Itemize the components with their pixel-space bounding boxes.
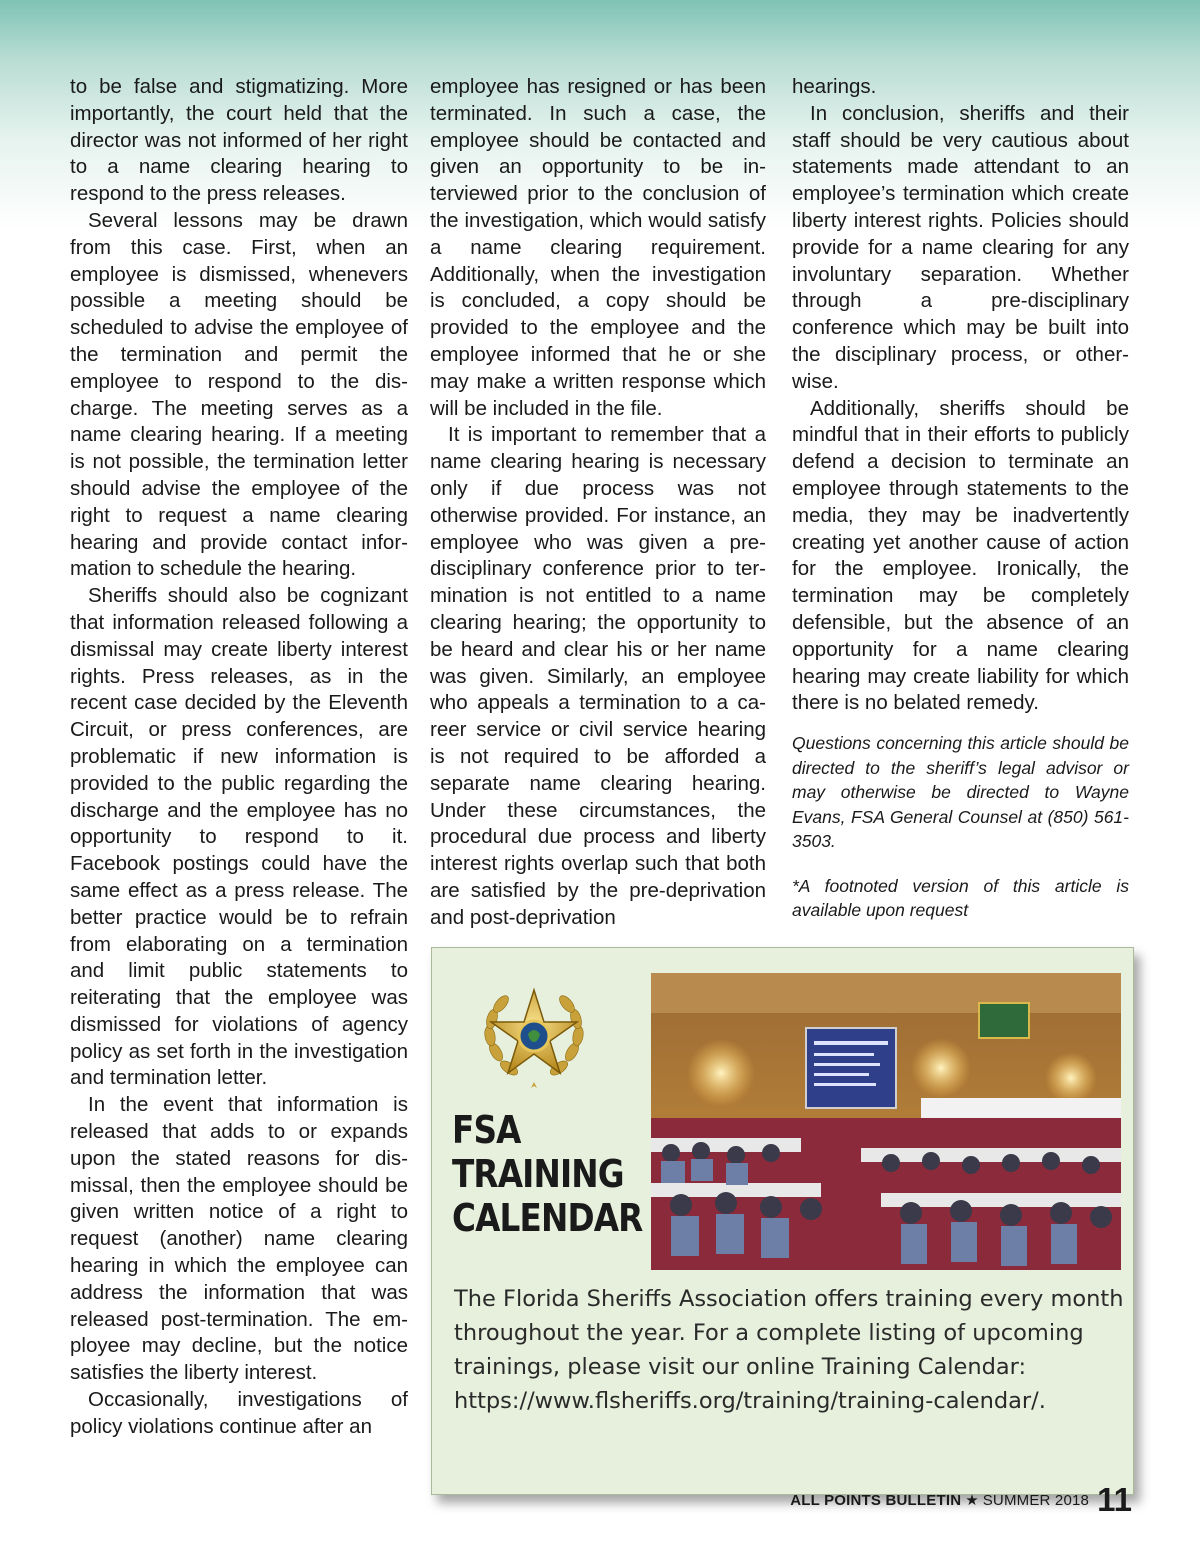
paragraph: Several lessons may be drawn from this case. First, when an employee is dismissed, whenevers possible a meeting should be scheduled to advise the employee of the termination and permit the employee to respond to the discharge. The meeting serves as a name clearing hearing. If a meeting is not possible, the termination letter should advise the employee of the right to request a name clearing hearing and provide contact information to schedule the hearing.	[70, 208, 408, 581]
paragraph: In conclusion, sheriffs and their staff should be very cautious about statements made attendant to an employee’s termination which create liberty interest rights. Policies should provide for a name clearing for any involuntary separation. Whether through a pre-disciplinary conference which may be built into the disciplinary process, or otherwise.	[792, 101, 1129, 393]
star-icon: ★	[965, 1492, 979, 1509]
ad-title-line: CALENDAR	[452, 1196, 643, 1240]
paragraph: to be false and stigmatizing. More importantly, the court held that the director was not informed of her right to a name clearing hearing to respond to the press releases.	[70, 75, 408, 206]
article-column-1	[70, 74, 408, 1441]
paragraph: hearings.	[792, 75, 877, 98]
sheriff-star-badge-icon	[478, 982, 590, 1094]
paragraph: Sheriffs should also be cognizant that information released following a dismissal may create liberty interest rights. Press releases, as in the recent case decided by the Eleventh Circuit, or press conferences, are problematic if new information is provided to the public regarding the discharge and the employee has no opportunity to respond to it. Facebook postings could have the same effect as a press release. The better practice would be to refrain from elaborating on a termination and limit public statements to reiterating that the employee was dismissed for violations of agency policy as set forth in the investigation and termination letter.	[70, 584, 408, 1090]
publication-name: ALL POINTS BULLETIN	[790, 1491, 962, 1509]
paragraph: It is important to remember that a name clearing hearing is necessary only if due process was not otherwise provided. For instance, an employee who was given a pre-disciplinary conference prior to termination is not entitled to a name clearing hearing; the opportunity to be heard and clear his or her name was given. Similarly, an employee who appeals a termination to a career service or civil service hearing is not required to be afforded a separate name clearing hearing. Under these circumstances, the procedural due process and liberty interest rights overlap such that both are satisfied by the pre-deprivation and post-deprivation	[430, 423, 766, 929]
paragraph: employee has resigned or has been terminated. In such a case, the employee should be contacted and given an opportunity to be interviewed prior to the conclusion of the investigation, which would satisfy a name clearing requirement. Additionally, when the investigation is concluded, a copy should be provided to the employee and the employee informed that he or she may make a written response which will be included in the file.	[430, 75, 766, 420]
conference-room-photo	[651, 973, 1121, 1270]
page-number: 11	[1097, 1481, 1132, 1518]
ad-title	[452, 1108, 643, 1240]
ad-title-line: TRAINING	[452, 1152, 624, 1196]
paragraph: Additionally, sheriffs should be mindful that in their efforts to publicly defend a decision to terminate an employee through statements to the media, they may be inadvertently creating yet another cause of action for the employee. Ironically, the termination may be completely defensible, but the absence of an opportunity for a name clearing hearing may create liability for which there is no belated remedy.	[792, 396, 1129, 715]
training-calendar-ad	[431, 947, 1134, 1495]
article-column-2	[430, 74, 766, 932]
issue-label: SUMMER 2018	[982, 1491, 1090, 1509]
author-contact-note: Questions concerning this article should be directed to the sheriff’s legal advisor or may otherwise be directed to Wayne Evans, FSA General Counsel at (850) 561-3503.	[792, 733, 1129, 852]
footnote-note: *A footnoted version of this article is available upon request	[792, 875, 1129, 921]
article-column-3	[792, 74, 1129, 923]
paragraph: In the event that information is released that adds to or expands upon the stated reasons for dismissal, then the employee should be given written notice of a right to request (another) name clearing hearing in which the employee can address the information that was released post-termination. The employee may decline, but the notice satisfies the liberty interest.	[70, 1093, 408, 1385]
ad-body-text: The Florida Sheriffs Association offers training every month throughout the year. For a complete listing of upcoming trainings, please visit our online Training Calendar: https://www.flsheriffs.org/training/training-calendar/.	[454, 1286, 1124, 1414]
paragraph: Occasionally, investigations of policy violations continue after an	[70, 1388, 408, 1438]
page-footer	[790, 1480, 1132, 1520]
ad-title-line: FSA	[452, 1108, 521, 1152]
